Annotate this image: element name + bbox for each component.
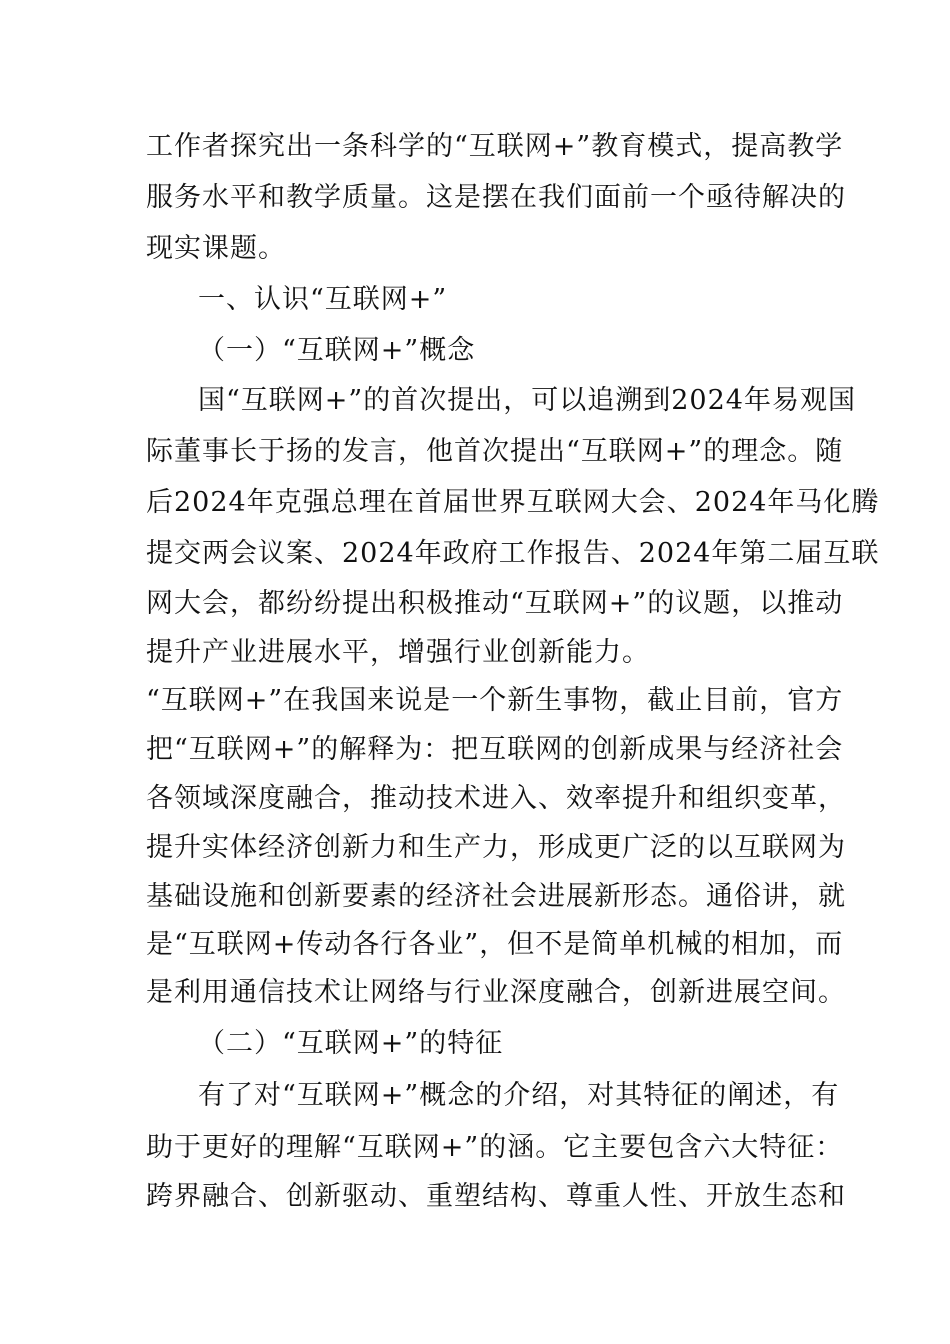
paragraph-line: 有了对“互联网+”概念的介绍，对其特征的阐述，有	[198, 1080, 840, 1111]
paragraph-line: 助于更好的理解“互联网+”的涵。它主要包含六大特征：	[146, 1132, 844, 1163]
paragraph-line: 提升产业进展水平，增强行业创新能力。	[146, 637, 650, 668]
paragraph-line: 跨界融合、创新驱动、重塑结构、尊重人性、开放生态和	[146, 1181, 846, 1212]
paragraph-line: 服务水平和教学质量。这是摆在我们面前一个亟待解决的	[146, 182, 846, 213]
paragraph-line: 是利用通信技术让网络与行业深度融合，创新进展空间。	[146, 977, 846, 1008]
paragraph-line: 国“互联网+”的首次提出，可以追溯到2024年易观国	[198, 385, 856, 416]
subsection-heading: （二）“互联网+”的特征	[198, 1028, 504, 1059]
paragraph-line: 际董事长于扬的发言，他首次提出“互联网+”的理念。随	[146, 436, 844, 467]
paragraph-line: 工作者探究出一条科学的“互联网+”教育模式，提高教学	[146, 131, 844, 162]
paragraph-line: 各领域深度融合，推动技术进入、效率提升和组织变革，	[146, 783, 846, 814]
paragraph-line: 把“互联网+”的解释为：把互联网的创新成果与经济社会	[146, 734, 844, 765]
paragraph-line: “互联网+”在我国来说是一个新生事物，截止目前，官方	[146, 685, 844, 716]
paragraph-line: 网大会，都纷纷提出积极推动“互联网+”的议题，以推动	[146, 588, 844, 619]
paragraph-line: 提升实体经济创新力和生产力，形成更广泛的以互联网为	[146, 832, 846, 863]
paragraph-line: 基础设施和创新要素的经济社会进展新形态。通俗讲，就	[146, 881, 846, 912]
paragraph-line: 后2024年克强总理在首届世界互联网大会、2024年马化腾	[146, 487, 880, 518]
subsection-heading: （一）“互联网+”概念	[198, 335, 476, 366]
paragraph-line: 是“互联网+传动各行各业”，但不是简单机械的相加，而	[146, 929, 844, 960]
section-heading: 一、认识“互联网+”	[198, 284, 448, 315]
paragraph-line: 现实课题。	[146, 233, 286, 264]
paragraph-line: 提交两会议案、2024年政府工作报告、2024年第二届互联	[146, 538, 880, 569]
